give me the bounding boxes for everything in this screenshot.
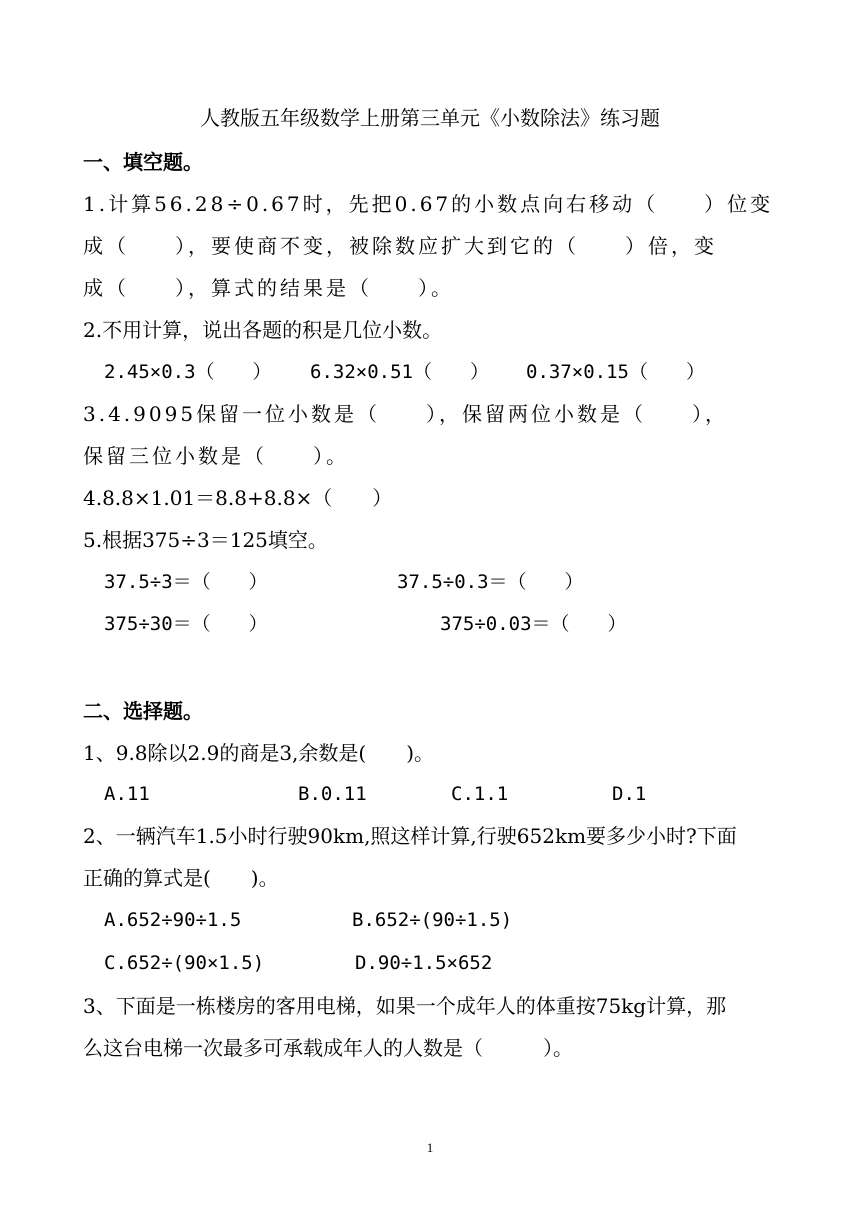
q3-line1: 3.4.9095保留一位小数是（ ），保留两位小数是（ ）， — [83, 402, 729, 426]
document-title: 人教版五年级数学上册第三单元《小数除法》练习题 — [200, 106, 660, 130]
choice-q1-option-c: C.1.1 — [451, 783, 509, 805]
choice-q2-line2: 正确的算式是( )。 — [83, 866, 279, 890]
q1-line1: 1.计算56.28÷0.67时，先把0.67的小数点向右移动（ ）位变 — [83, 192, 774, 216]
choice-q1-option-a: A.11 — [104, 783, 150, 805]
section2-heading: 二、选择题。 — [83, 699, 203, 723]
q5-item-2: 37.5÷0.3＝（ ） — [397, 571, 584, 593]
choice-q3-line1: 3、下面是一栋楼房的客用电梯，如果一个成年人的体重按75kg计算，那 — [83, 994, 727, 1018]
q2-item-3: 0.37×0.15（ ） — [526, 361, 705, 383]
choice-q2-line1: 2、一辆汽车1.5小时行驶90km,照这样计算,行驶652km要多少小时?下面 — [83, 824, 737, 848]
choice-q3-line2: 么这台电梯一次最多可承载成年人的人数是（ ）。 — [83, 1036, 573, 1060]
q5-item-3: 375÷30＝（ ） — [104, 613, 268, 635]
section1-heading: 一、填空题。 — [83, 150, 203, 174]
q5-item-4: 375÷0.03＝（ ） — [440, 613, 627, 635]
q4-line1: 4.8.8×1.01＝8.8+8.8×（ ） — [83, 486, 393, 510]
q2-item-1: 2.45×0.3（ ） — [104, 361, 272, 383]
q2-item-2: 6.32×0.51（ ） — [310, 361, 489, 383]
q1-line3: 成（ ），算式的结果是（ ）。 — [83, 276, 454, 300]
choice-q1-stem: 1、9.8除以2.9的商是3,余数是( )。 — [83, 741, 435, 765]
q1-line2: 成（ ），要使商不变，被除数应扩大到它的（ ）倍，变 — [83, 234, 717, 258]
q2-stem: 2.不用计算，说出各题的积是几位小数。 — [83, 318, 443, 342]
choice-q2-option-c: C.652÷(90×1.5) — [104, 952, 265, 974]
choice-q2-option-b: B.652÷(90÷1.5) — [352, 909, 513, 931]
q5-item-1: 37.5÷3＝（ ） — [104, 571, 268, 593]
q3-line2: 保留三位小数是（ ）。 — [83, 444, 349, 468]
choice-q2-option-a: A.652÷90÷1.5 — [104, 909, 242, 931]
choice-q1-option-d: D.1 — [612, 783, 647, 805]
page-number: 1 — [426, 1140, 434, 1155]
q5-stem: 5.根据375÷3＝125填空。 — [83, 528, 328, 552]
choice-q1-option-b: B.0.11 — [298, 783, 367, 805]
choice-q2-option-d: D.90÷1.5×652 — [355, 952, 493, 974]
